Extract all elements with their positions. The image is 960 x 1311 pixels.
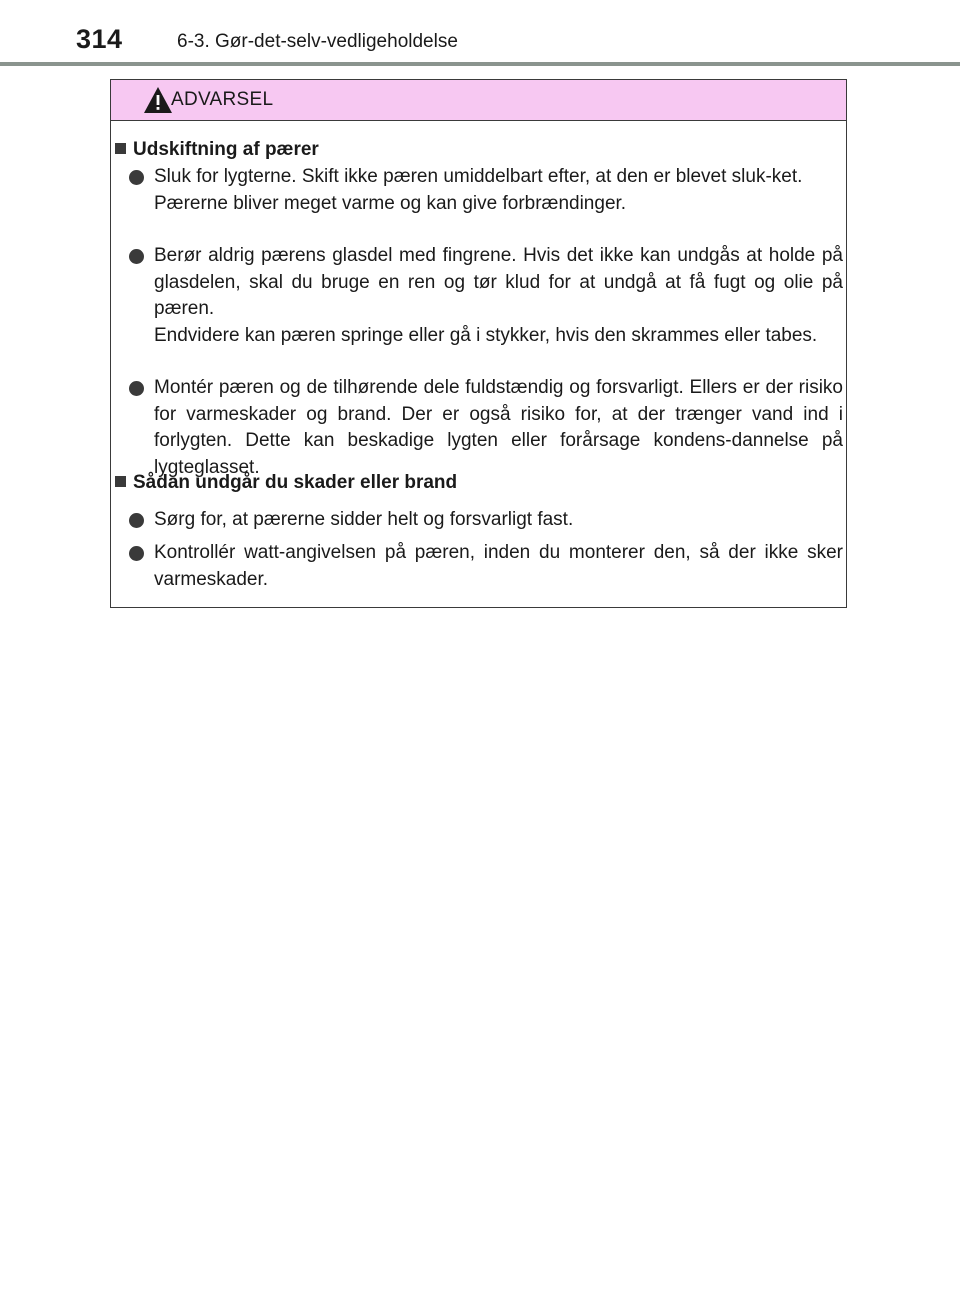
list-item-text: Montér pæren og de tilhørende dele fuldstændig og forsvarligt. Ellers er der risiko for varmeskader og brand. Der er også risiko for, at der trænger vand ind i forlygten. Dette kan beskadige lygten eller forårsage kondens-dannelse på lygteglasset. (154, 377, 843, 478)
round-bullet-icon (129, 381, 144, 396)
list-item (129, 540, 843, 593)
list-item (129, 243, 843, 349)
warning-box (110, 79, 847, 608)
page-header (0, 0, 960, 70)
list-item (129, 375, 843, 481)
list-item-text: Kontrollér watt-angivelsen på pæren, inden du monterer den, så der ikke sker varmeskader. (154, 542, 843, 590)
round-bullet-icon (129, 170, 144, 185)
warning-header (111, 80, 846, 121)
list-item-text: Sørg for, at pærerne sidder helt og forsvarligt fast. (154, 509, 574, 530)
section-title: 6-3. Gør-det-selv-vedligeholdelse (177, 31, 458, 52)
header-divider (0, 62, 960, 66)
list-item-text: Berør aldrig pærens glasdel med fingrene. Hvis det ikke kan undgås at holde på glasdelen, skal du bruge en ren og tør klud for at undgå at få fugt og olie på pæren. Endvidere kan pæren springe eller gå i stykker, hvis den skrammes eller tabes. (154, 245, 843, 346)
page-number: 314 (76, 24, 123, 54)
square-bullet-icon (115, 143, 126, 154)
list-item-text: Sluk for lygterne. Skift ikke pæren umiddelbart efter, at den er blevet sluk-ket. Pærerne bliver meget varme og kan give forbrændinger. (154, 166, 803, 214)
warning-title: ADVARSEL (171, 89, 274, 110)
section-heading-text: Sådan undgår du skader eller brand (133, 472, 458, 493)
round-bullet-icon (129, 249, 144, 264)
round-bullet-icon (129, 513, 144, 528)
warning-triangle-icon (143, 86, 173, 114)
section-heading (115, 139, 319, 161)
round-bullet-icon (129, 546, 144, 561)
list-item (129, 507, 843, 534)
section-heading-text: Udskiftning af pærer (133, 139, 319, 160)
list-item (129, 164, 843, 217)
section-heading (115, 472, 457, 494)
square-bullet-icon (115, 476, 126, 487)
